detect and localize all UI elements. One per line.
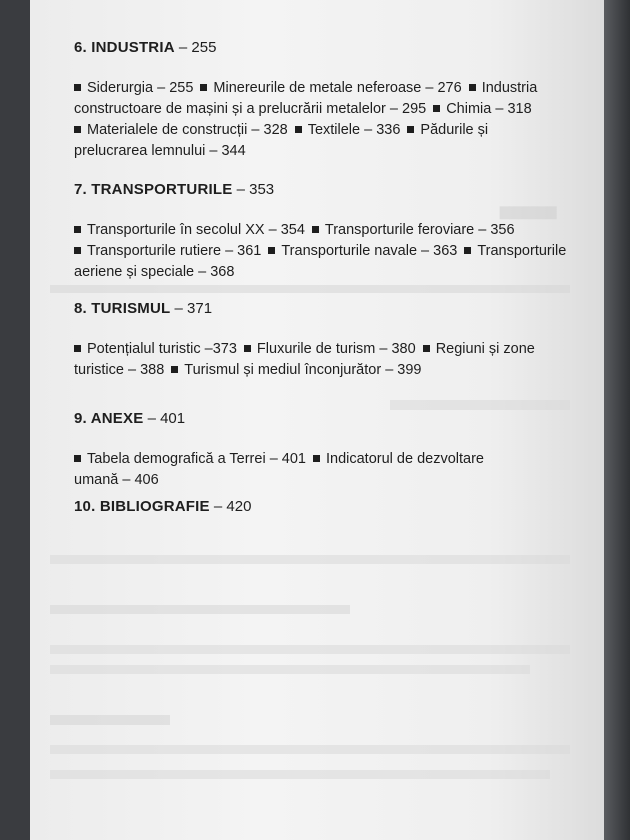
- section-heading: 8. TURISMUL: [74, 300, 171, 317]
- show-through-band: [50, 665, 530, 674]
- bullet-square-icon: [433, 105, 440, 112]
- entry-line: [74, 99, 594, 120]
- entry-line: [74, 339, 594, 360]
- bullet-square-icon: [74, 126, 81, 133]
- toc-entry: prelucrarea lemnului – 344: [74, 143, 246, 159]
- bullet-square-icon: [74, 226, 81, 233]
- show-through-band: [50, 645, 570, 654]
- section-entries: [74, 449, 594, 491]
- bullet-square-icon: [464, 247, 471, 254]
- entry-line: [74, 470, 594, 491]
- section-title: [74, 180, 594, 200]
- toc-entry: Transporturile în secolul XX – 354: [87, 222, 305, 238]
- section-heading: 9. ANEXE: [74, 410, 144, 427]
- toc-section-turismul: [74, 299, 594, 381]
- toc-section-bibliografie: [74, 497, 594, 517]
- show-through-band: [50, 555, 570, 564]
- show-through-band: [50, 715, 170, 725]
- bullet-square-icon: [74, 84, 81, 91]
- bullet-square-icon: [200, 84, 207, 91]
- bullet-square-icon: [295, 126, 302, 133]
- bullet-square-icon: [268, 247, 275, 254]
- toc-entry: Minereurile de metale neferoase – 276: [213, 80, 462, 96]
- toc-entry: Materialele de construcții – 328: [87, 122, 288, 138]
- section-page-number: – 255: [178, 39, 217, 56]
- toc-entry: Turismul și mediul înconjurător – 399: [184, 362, 422, 378]
- toc-entry: Textilele – 336: [307, 122, 401, 138]
- toc-section-transporturile: [74, 180, 594, 283]
- section-heading: 10. BIBLIOGRAFIE: [74, 498, 210, 515]
- section-heading: 6. INDUSTRIA: [74, 39, 175, 56]
- toc-entry: Transporturile rutiere – 361: [87, 243, 262, 259]
- bullet-square-icon: [171, 366, 178, 373]
- entry-line: [74, 78, 594, 99]
- toc-entry: Tabela demografică a Terrei – 401: [87, 451, 306, 467]
- section-title: [74, 497, 594, 517]
- section-entries: [74, 78, 594, 162]
- bullet-square-icon: [407, 126, 414, 133]
- toc-entry: Indicatorul de dezvoltare: [325, 451, 484, 467]
- toc-entry: Regiuni și zone: [435, 341, 535, 357]
- section-title: [74, 38, 594, 58]
- toc-entry: Siderurgia – 255: [87, 80, 194, 96]
- toc-entry: Transporturile feroviare – 356: [324, 222, 515, 238]
- section-page-number: – 401: [147, 410, 186, 427]
- entry-line: [74, 220, 594, 241]
- show-through-band: [50, 285, 570, 293]
- toc-section-anexe: [74, 409, 594, 491]
- show-through-band: [50, 770, 550, 779]
- bullet-square-icon: [74, 345, 81, 352]
- toc-entry: Potențialul turistic –373: [87, 341, 237, 357]
- toc-section-industria: [74, 38, 594, 162]
- toc-entry: aeriene și speciale – 368: [74, 264, 235, 280]
- toc-entry: Transporturile navale – 363: [281, 243, 458, 259]
- toc-entry: constructoare de mașini și a prelucrării metalelor – 295: [74, 101, 427, 117]
- entry-line: [74, 360, 594, 381]
- show-through-band: [50, 745, 570, 754]
- toc-entry: Industria: [481, 80, 538, 96]
- bullet-square-icon: [74, 455, 81, 462]
- bullet-square-icon: [312, 226, 319, 233]
- entry-line: [74, 449, 594, 470]
- toc-entry: umană – 406: [74, 472, 159, 488]
- entry-line: [74, 141, 594, 162]
- toc-entry: Chimia – 318: [446, 101, 532, 117]
- show-through-band: [50, 605, 350, 614]
- entry-line: [74, 241, 594, 262]
- section-title: [74, 409, 594, 429]
- bullet-square-icon: [469, 84, 476, 91]
- section-entries: [74, 220, 594, 283]
- toc-entry: Transporturile: [477, 243, 567, 259]
- page-edge-shadow: [604, 0, 630, 840]
- bullet-square-icon: [313, 455, 320, 462]
- toc-entry: turistice – 388: [74, 362, 165, 378]
- toc-entry: Pădurile și: [420, 122, 489, 138]
- section-title: [74, 299, 594, 319]
- section-page-number: – 420: [213, 498, 252, 515]
- section-page-number: – 353: [236, 181, 275, 198]
- entry-line: [74, 120, 594, 141]
- book-page: [30, 0, 604, 840]
- section-page-number: – 371: [174, 300, 213, 317]
- section-entries: [74, 339, 594, 381]
- bullet-square-icon: [74, 247, 81, 254]
- entry-line: [74, 262, 594, 283]
- bullet-square-icon: [423, 345, 430, 352]
- section-heading: 7. TRANSPORTURILE: [74, 181, 233, 198]
- bullet-square-icon: [244, 345, 251, 352]
- toc-entry: Fluxurile de turism – 380: [256, 341, 416, 357]
- show-through-mark: ▇▇▇▇▇▇: [500, 205, 557, 219]
